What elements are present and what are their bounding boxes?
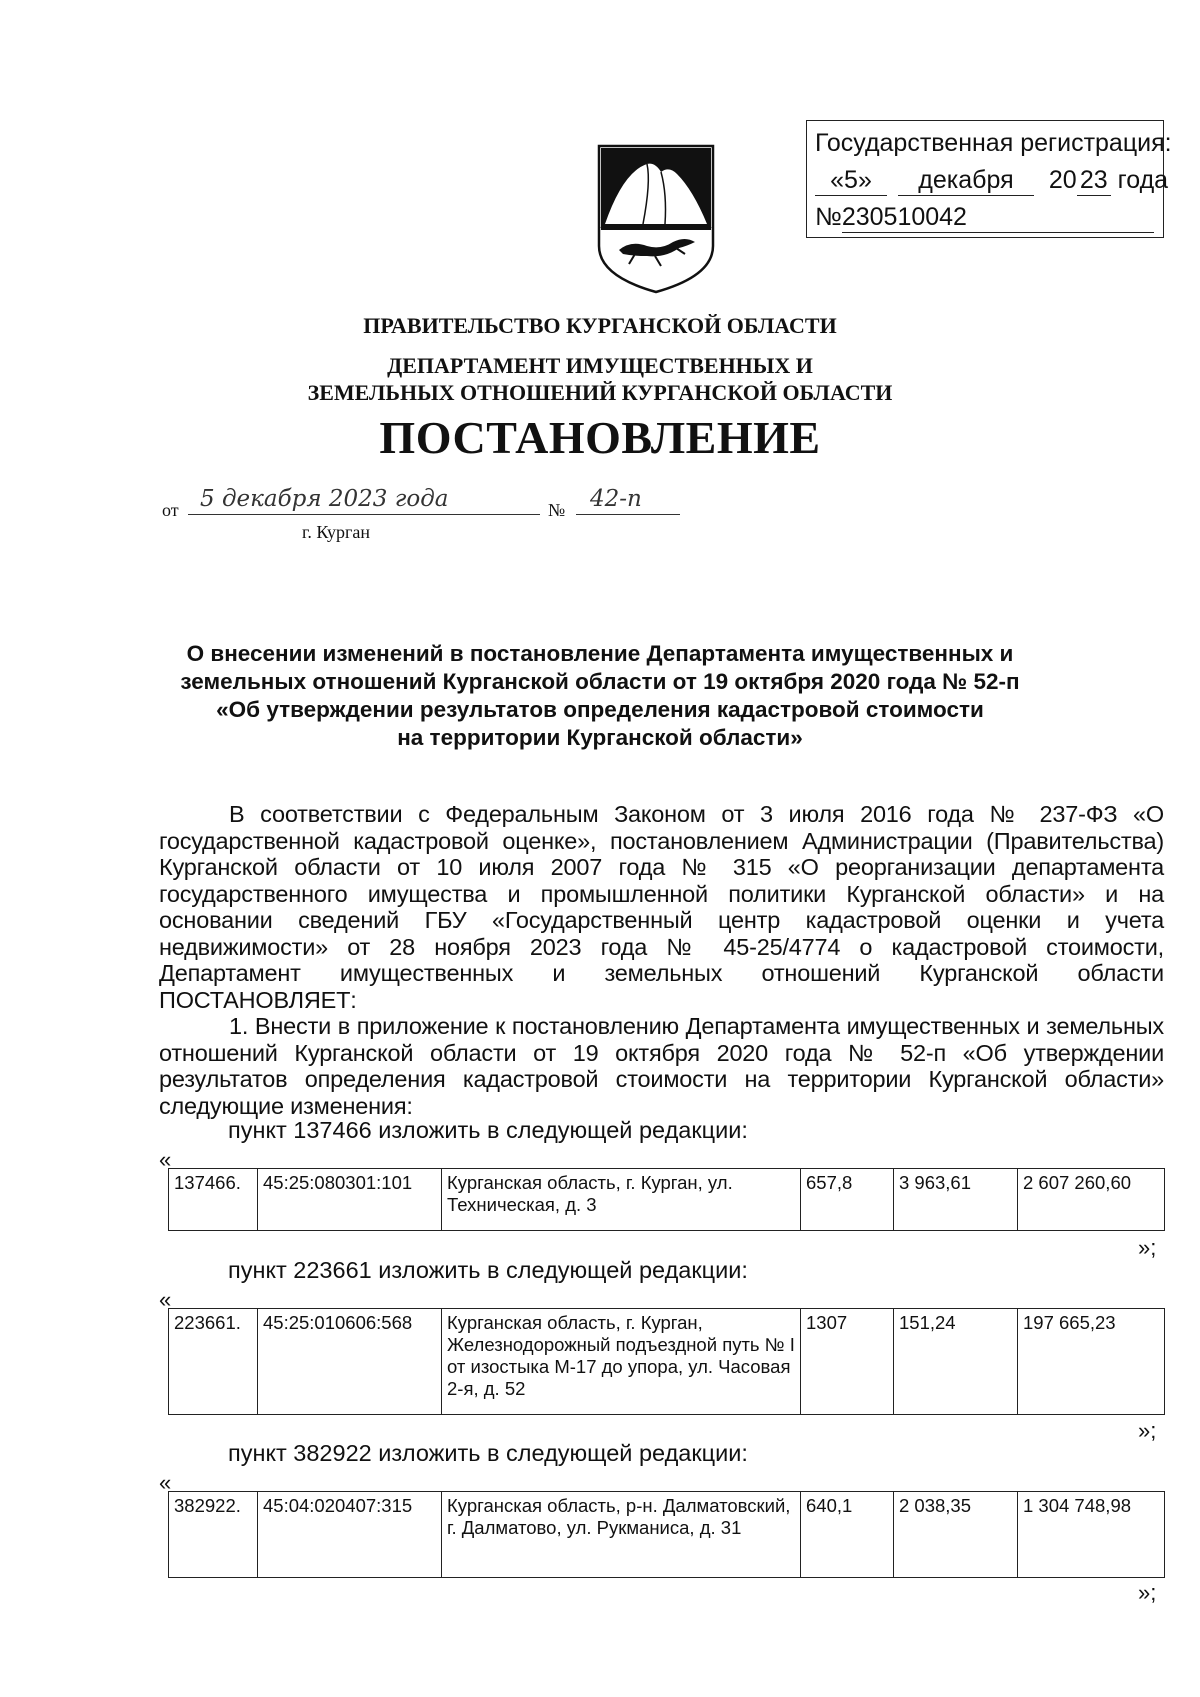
registration-stamp — [806, 120, 1172, 238]
table-row — [169, 1309, 1165, 1415]
item-number: 382922. — [169, 1492, 258, 1578]
handwritten-date: 5 декабря 2023 года — [200, 486, 449, 512]
amendment-table — [168, 1491, 1165, 1578]
cadastral-number: 45:25:010606:568 — [258, 1309, 442, 1415]
quote-open: « — [159, 1287, 172, 1312]
cadastral-number: 45:25:080301:101 — [258, 1169, 442, 1231]
body-paragraph-2: 1. Внести в приложение к постановлению Департамента имущественных и земельных отношений Курганской области от 19 октября 2020 года № 52-п «Об утверждении результатов определения кадастровой стоимости на территории Курганской области» следующие изменения: — [159, 1013, 1164, 1119]
quote-open: « — [159, 1147, 172, 1172]
cadastral-value: 2 607 260,60 — [1018, 1169, 1165, 1231]
city-name: г. Курган — [302, 522, 371, 542]
registration-number: №230510042 — [815, 199, 1163, 236]
unit-value: 2 038,35 — [894, 1492, 1018, 1578]
body-paragraph-1: В соответствии с Федеральным Законом от 3 июля 2016 года № 237-ФЗ «О государственной кадастровой оценке», постановлением Администрации (Правительства) Курганской области от 10 июля 2007 года № 315 «О реорганизации департамента государственного имущества и промышленной политики Курганской области» и на основании сведений ГБУ «Государственный центр кадастровой оценки и учета недвижимости» от 28 ноября 2023 года № 45-25/4774 о кадастровой стоимости, Департамент имущественных и земельных отношений Курганской области ПОСТАНОВЛЯЕТ: — [159, 801, 1164, 1013]
quote-close: »; — [1138, 1418, 1157, 1443]
table-row — [169, 1169, 1165, 1231]
coat-of-arms-emblem — [595, 142, 717, 295]
address: Курганская область, г. Курган, ул. Техническая, д. 3 — [442, 1169, 801, 1231]
amendment-intro: пункт 223661 изложить в следующей редакции: — [228, 1257, 748, 1283]
area: 1307 — [801, 1309, 894, 1415]
document-type: ПОСТАНОВЛЕНИЕ — [379, 412, 821, 463]
cadastral-value: 197 665,23 — [1018, 1309, 1165, 1415]
department-name: ДЕПАРТАМЕНТ ИМУЩЕСТВЕННЫХ И ЗЕМЕЛЬНЫХ ОТНОШЕНИЙ КУРГАНСКОЙ ОБЛАСТИ — [307, 353, 893, 405]
item-number: 223661. — [169, 1309, 258, 1415]
government-name: ПРАВИТЕЛЬСТВО КУРГАНСКОЙ ОБЛАСТИ — [363, 313, 837, 338]
registration-date: «5» декабря 20 23 года — [815, 162, 1163, 199]
item-number: 137466. — [169, 1169, 258, 1231]
amendment-table — [168, 1168, 1165, 1231]
document-date-number: от 5 декабря 2023 года № 42-п г. Курган — [162, 490, 702, 550]
quote-open: « — [159, 1470, 172, 1495]
table-row — [169, 1492, 1165, 1578]
cadastral-value: 1 304 748,98 — [1018, 1492, 1165, 1578]
handwritten-number: 42-п — [590, 486, 642, 512]
area: 657,8 — [801, 1169, 894, 1231]
address: Курганская область, г. Курган, Железнодорожный подъездной путь № I от изостыка М-17 до упора, ул. Часовая 2-я, д. 52 — [442, 1309, 801, 1415]
quote-close: »; — [1138, 1580, 1157, 1605]
address: Курганская область, р-н. Далматовский, г. Далматово, ул. Рукманиса, д. 31 — [442, 1492, 801, 1578]
area: 640,1 — [801, 1492, 894, 1578]
amendment-intro: пункт 382922 изложить в следующей редакции: — [228, 1440, 748, 1466]
registration-title: Государственная регистрация: — [815, 129, 1172, 157]
unit-value: 151,24 — [894, 1309, 1018, 1415]
unit-value: 3 963,61 — [894, 1169, 1018, 1231]
quote-close: »; — [1138, 1235, 1157, 1260]
amendment-intro: пункт 137466 изложить в следующей редакции: — [228, 1117, 748, 1143]
cadastral-number: 45:04:020407:315 — [258, 1492, 442, 1578]
document-title: О внесении изменений в постановление Департамента имущественных и земельных отношений Курганской области от 19 октября 2020 года № 52-п «Об утверждении результатов определения кадастровой стоимости на территории Курганской области» — [180, 641, 1020, 750]
amendment-table — [168, 1308, 1165, 1415]
